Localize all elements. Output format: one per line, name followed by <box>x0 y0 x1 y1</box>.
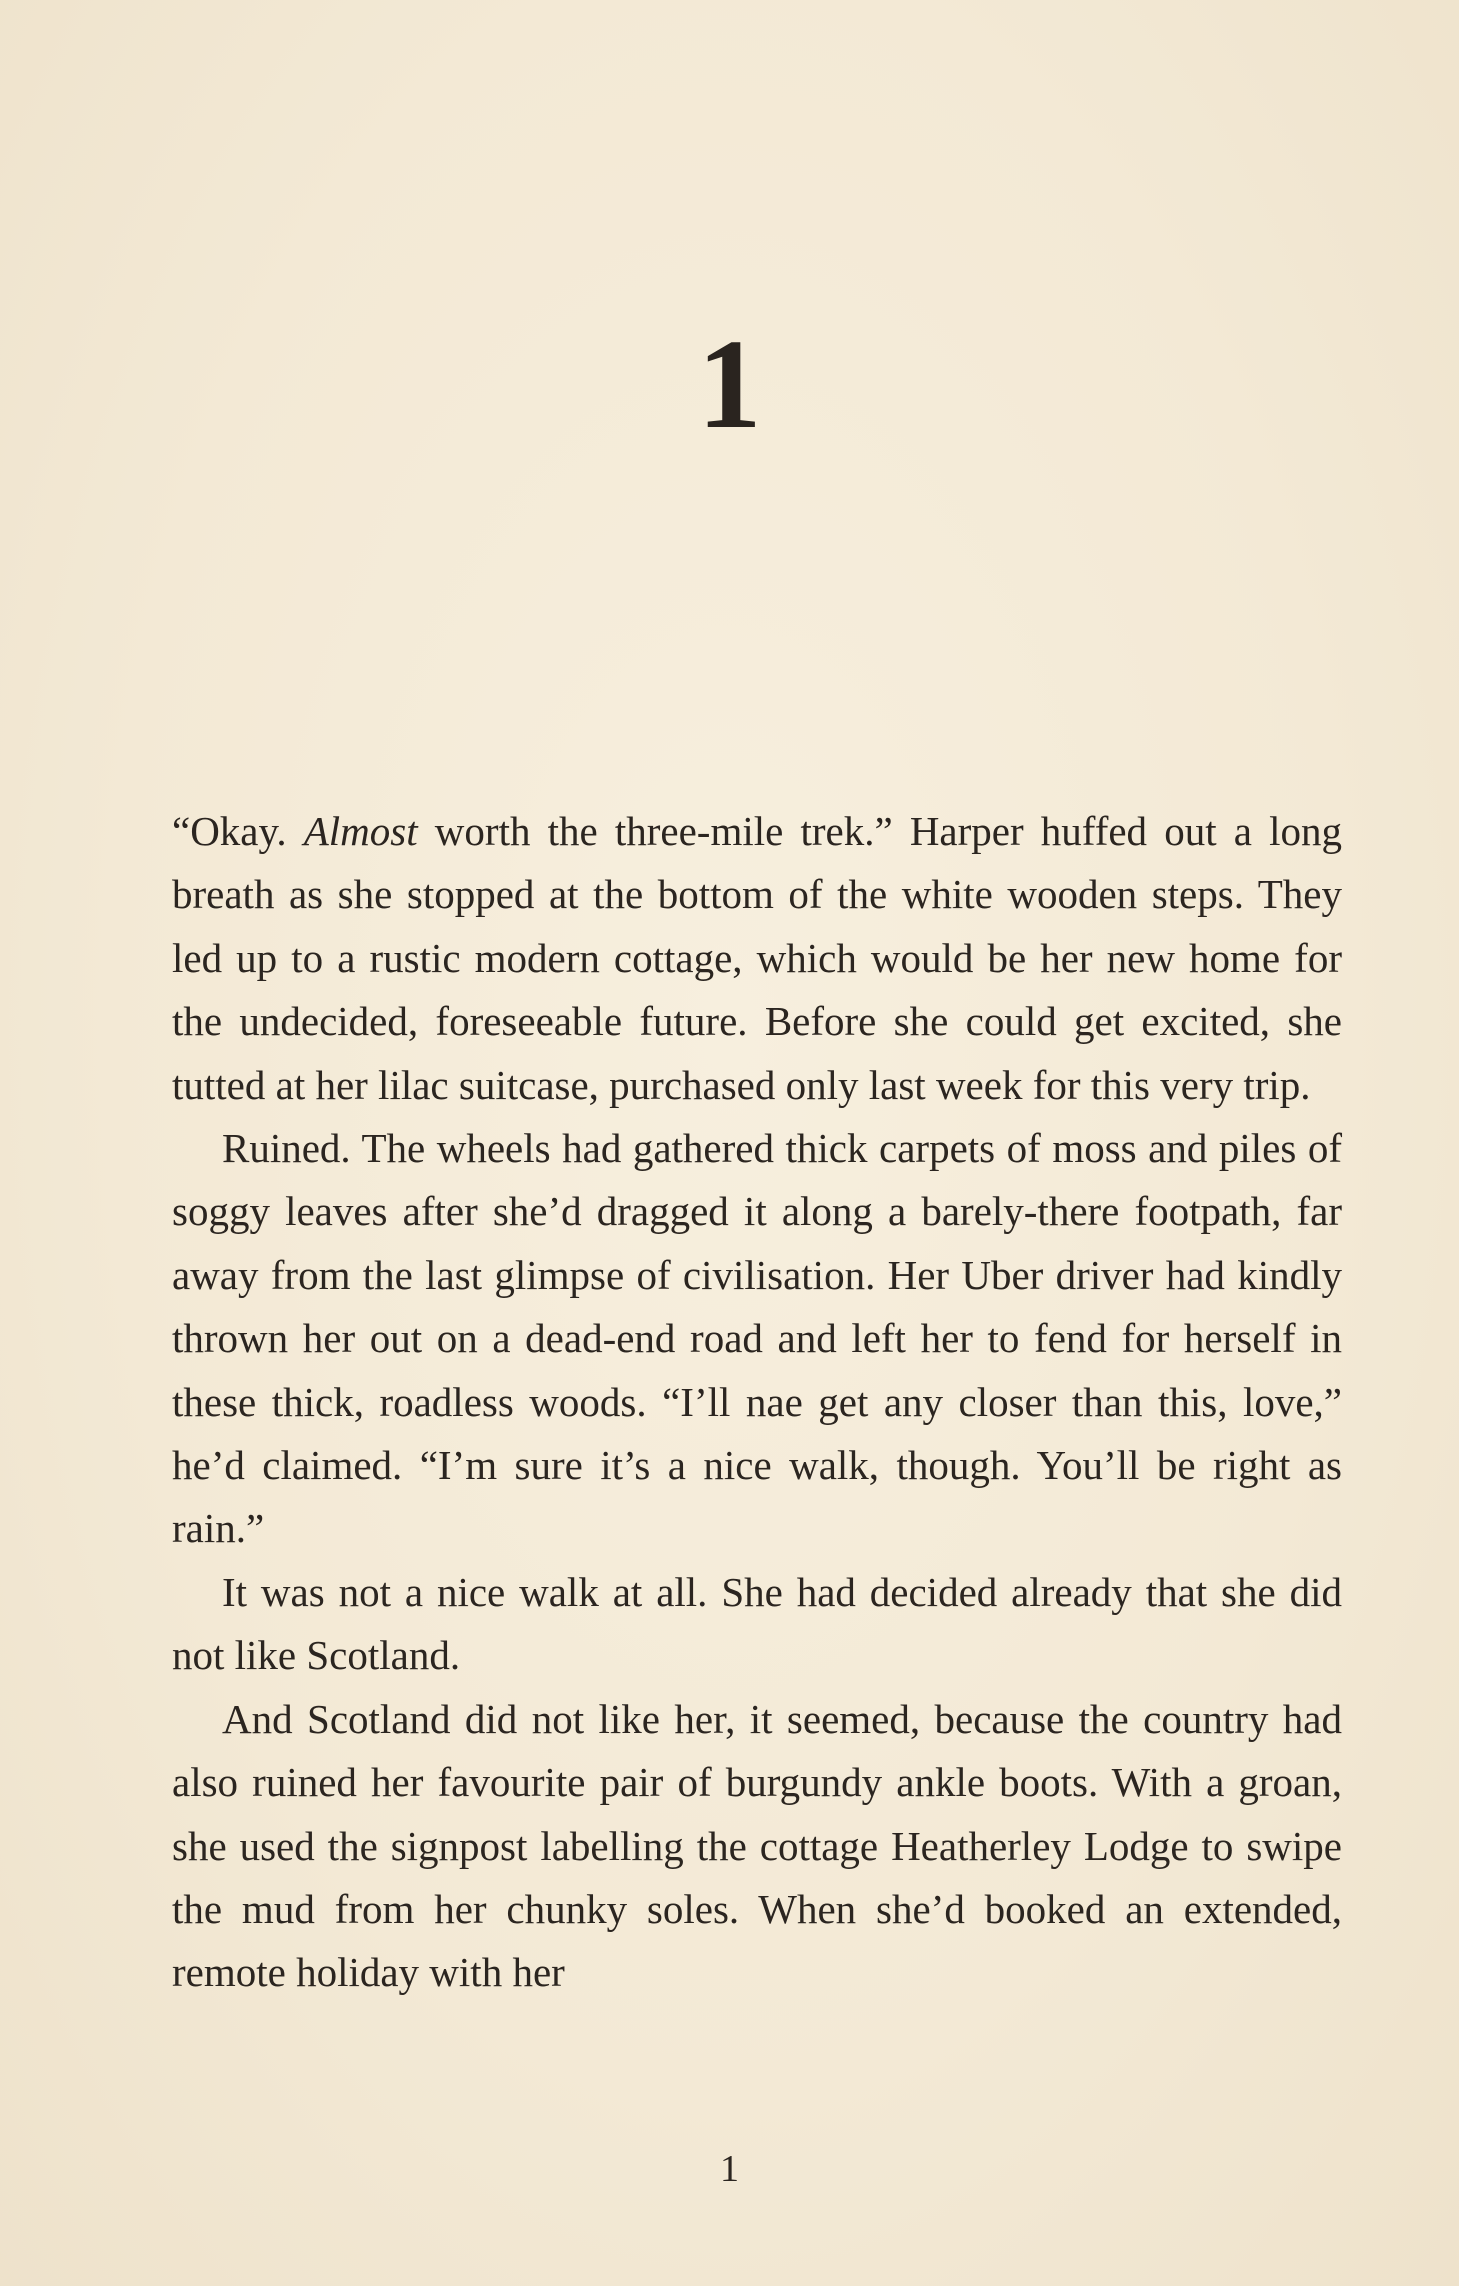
chapter-number: 1 <box>697 313 762 455</box>
body-text <box>172 800 1342 2005</box>
paragraph-2: Ruined. The wheels had gathered thick carpets of moss and piles of soggy leaves after she’d dragged it along a barely-there footpath, far away from the last glimpse of civilisation. Her Uber driver had kindly thrown her out on a dead-end road and left her to fend for herself in these thick, roadless woods. “I’ll nae get any closer than this, love,” he’d claimed. “I’m sure it’s a nice walk, though. You’ll be right as rain.” <box>172 1125 1342 1552</box>
paragraph-1-lead: “Okay. <box>172 808 304 854</box>
paragraph-3: It was not a nice walk at all. She had decided already that she did not like Scotland. <box>172 1568 1342 1679</box>
paragraph-1-emphasis: Almost <box>303 808 418 854</box>
paragraph-1-text: worth the three-mile trek.” Harper huffed out a long breath as she stopped at the bottom of the white wooden steps. They led up to a rustic modern cottage, which would be her new home for the undecided, foreseeable future. Before she could get excited, she tutted at her lilac suitcase, purchased only last week for this very trip. <box>172 808 1342 1108</box>
page-number: 1 <box>720 2148 739 2190</box>
paragraph-4: And Scotland did not like her, it seemed, because the country had also ruined her favourite pair of burgundy ankle boots. With a groan, she used the signpost labelling the cottage Heatherley Lodge to swipe the mud from her chunky soles. When she’d booked an extended, remote holiday with her <box>172 1695 1342 1996</box>
paragraph-1 <box>172 800 1342 1117</box>
